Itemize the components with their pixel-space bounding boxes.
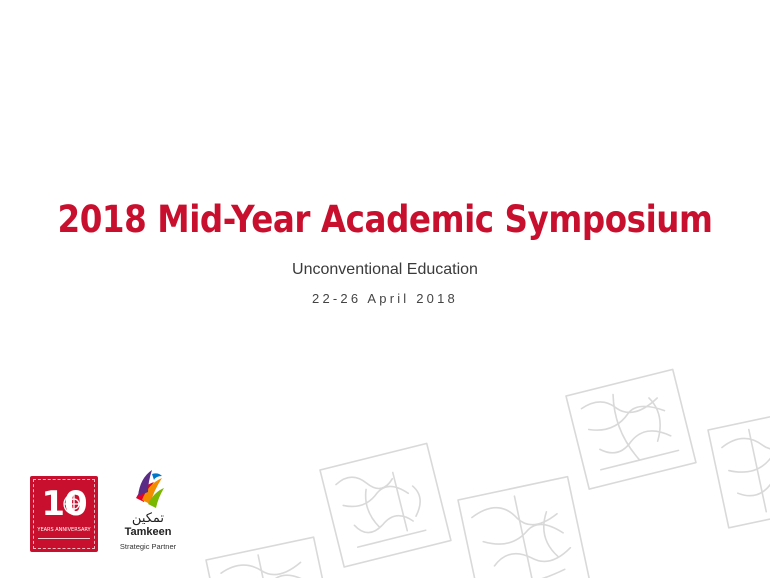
pattern-tile: [206, 537, 330, 578]
stamp-number: 10: [41, 484, 87, 524]
subtitle: Unconventional Education: [292, 261, 478, 278]
pattern-tile: [708, 409, 770, 528]
pattern-tile: [458, 477, 590, 578]
tamkeen-bird-icon: [132, 468, 166, 510]
pattern-tile: [566, 369, 696, 489]
stamp-band-text: YEARS ANNIVERSARY: [37, 527, 91, 533]
partner-name: Tamkeen: [124, 526, 172, 538]
anniversary-stamp-logo: [30, 476, 98, 552]
page-title: 2018 Mid-Year Academic Symposium: [57, 198, 713, 241]
stamp-footer-line: [38, 538, 90, 544]
event-dates: 22-26 April 2018: [312, 291, 458, 306]
partner-logo: [112, 468, 184, 558]
partner-arabic-name: تمكين: [131, 511, 165, 526]
partner-role: Strategic Partner: [119, 542, 177, 551]
pattern-tile: [320, 443, 451, 567]
